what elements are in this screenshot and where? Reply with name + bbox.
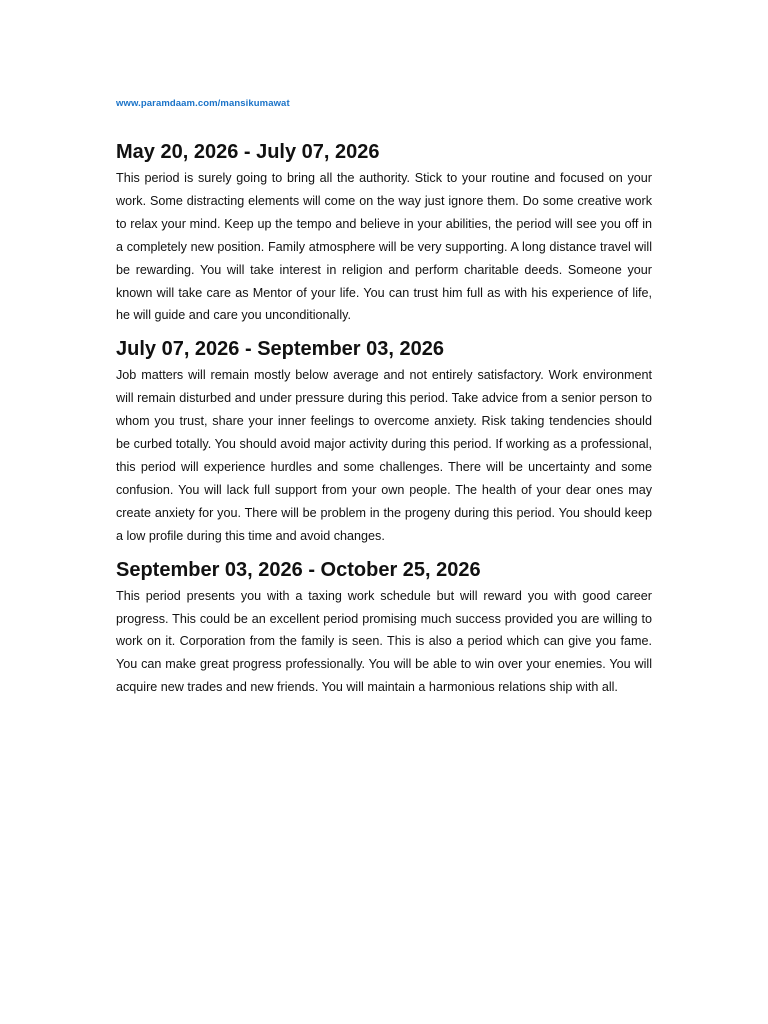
- period-body: Job matters will remain mostly below average and not entirely satisfactory. Work environment will remain disturbed and under pressure during this period. Take advice from a senior person to whom you trust, share your inner feelings to overcome anxiety. Risk taking tendencies should be curbed totally. You should avoid major activity during this period. If working as a professional, this period will experience hurdles and some challenges. There will be uncertainty and some confusion. You will lack full support from your own people. The health of your dear ones may create anxiety for you. There will be problem in the progeny during this period. You should keep a low profile during this time and avoid changes.: [116, 368, 652, 543]
- period-heading: September 03, 2026 - October 25, 2026: [116, 558, 481, 581]
- period-heading: July 07, 2026 - September 03, 2026: [116, 338, 444, 361]
- period-section: [116, 556, 652, 700]
- prediction-sections: [116, 138, 652, 707]
- period-section: [116, 335, 652, 547]
- website-link[interactable]: www.paramdaam.com/mansikumawat: [116, 98, 290, 109]
- period-section: [116, 138, 652, 327]
- period-body: This period presents you with a taxing work schedule but will reward you with good career progress. This could be an excellent period promising much success provided you are willing to work on it. Corporation from the family is seen. This is also a period which can give you fame. You can make great progress professionally. You will be able to win over your enemies. You will acquire new trades and new friends. You will maintain a harmonious relations ship with all.: [116, 588, 652, 695]
- period-heading: May 20, 2026 - July 07, 2026: [116, 141, 380, 163]
- period-body: This period is surely going to bring all the authority. Stick to your routine and focused on your work. Some distracting elements will come on the way just ignore them. Do some creative work to relax your mind. Keep up the tempo and believe in your abilities, the period will see you off in a completely new position. Family atmosphere will be very supporting. A long distance travel will be rewarding. You will take interest in religion and perform charitable deeds. Someone your known will take care as Mentor of your life. You can trust him full as with his experience of life, he will guide and care you unconditionally.: [116, 171, 652, 323]
